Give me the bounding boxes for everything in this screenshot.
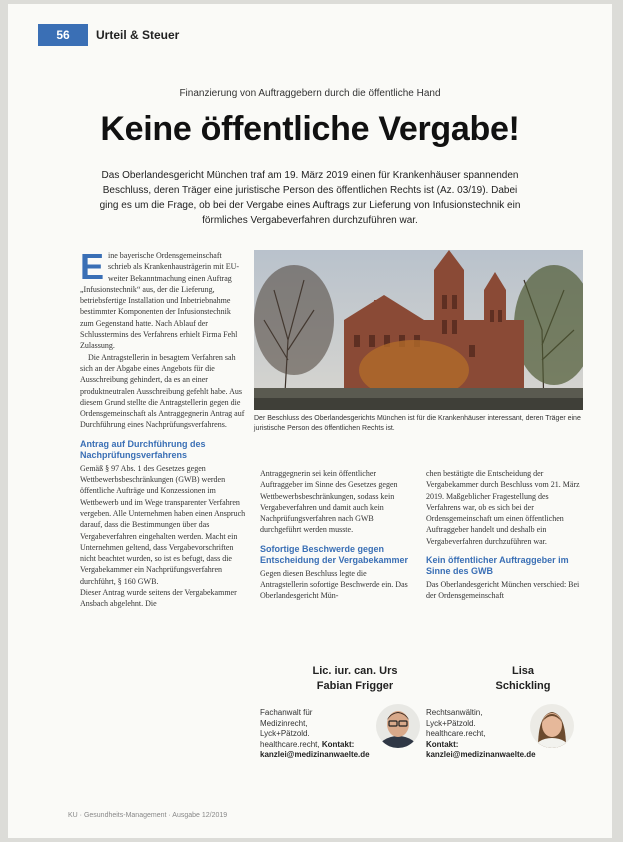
author-2-name-line2: Schickling bbox=[495, 680, 551, 692]
author-1-bio4: healthcare.recht, bbox=[260, 739, 320, 749]
author-1-bio2: Medizinrecht, bbox=[260, 718, 308, 728]
col1-paragraph-2: Die Antragstellerin in besagtem Verfahren sah sich an der Abgabe eines Angebots für die Ausschreibung gehindert, da es an einer produktneutralen Ausschreibung gefehlt habe. Aus diesem Grund stellte die Antragstellerin gegen die Ordensgemeinschaft als Antraggegnerin Antrag auf Durchführung eines Nachprüfungsverfahrens. bbox=[80, 352, 245, 430]
author-2-name-line1: Lisa bbox=[511, 665, 534, 677]
col2-heading: Sofortige Beschwerde gegen Entscheidung der Vergabekammer bbox=[260, 543, 409, 565]
page-number: 56 bbox=[38, 24, 88, 46]
author-1-bio3: Lyck+Pätzold. bbox=[260, 729, 310, 738]
author-1-email-link[interactable]: kanzlei@medizinanwaelte.de bbox=[260, 750, 370, 759]
column-1 bbox=[80, 246, 246, 610]
col3-paragraph-1: chen bestätigte die Entscheidung der Vergabekammer durch Beschluss vom 21. März 2019. Maßgeblicher Fragestellung des Verfahrens war, ob es sich bei der Ordensgemeinschaft um einen öffentlichen Auftraggeber handelt und deshalb ein Vergabeverfahren durchzuführen war. bbox=[426, 469, 580, 546]
page-footer: KU · Gesundheits-Management · Ausgabe 12/2019 bbox=[68, 812, 228, 819]
building-photo bbox=[254, 250, 583, 410]
author-2-contact-label: Kontakt: bbox=[426, 739, 459, 749]
author-1-name-line2: Fabian Frigger bbox=[316, 680, 394, 692]
col3-paragraph-2: Das Oberlandesgericht München verschied: Bei der Ordensgemeinschaft bbox=[426, 580, 580, 601]
col3-heading: Kein öffentlicher Auftraggeber im Sinne des GWB bbox=[426, 555, 569, 577]
article-subtitle: Finanzierung von Auftraggebern durch die öffentliche Hand bbox=[179, 88, 441, 99]
column-3 bbox=[426, 468, 584, 602]
author-1-contact-label: Kontakt: bbox=[321, 739, 355, 749]
author-2-email-link[interactable]: kanzlei@medizinanwaelte.de bbox=[426, 750, 536, 759]
author-1-name-line1: Lic. iur. can. Urs bbox=[312, 665, 398, 677]
photo-caption: Der Beschluss des Oberlandesgerichts München ist für die Krankenhäuser interessant, deren Träger eine juristische Person des öffentlichen Rechts ist. bbox=[254, 415, 581, 432]
section-title: Urteil & Steuer bbox=[96, 28, 180, 42]
column-2 bbox=[260, 468, 415, 602]
col2-paragraph-2: Gegen diesen Beschluss legte die Antragstellerin sofortige Beschwerde ein. Das Oberlandesgericht Mün- bbox=[260, 568, 408, 601]
author-2-bio3: healthcare.recht, bbox=[426, 729, 486, 738]
article-lead: Das Oberlandesgericht München traf am 19. März 2019 einen für Krankenhäuser spannenden Beschluss, deren Träger eine juristische Person des öffentlichen Rechts ist (Az. 03/19). Dabei ging es um die Frage, ob bei der Vergabe eines Auftrags zur Lieferung von Infusionstechnik ein förmliches Vergabeverfahren durchzuführen war. bbox=[99, 170, 521, 226]
avatar-female-icon bbox=[530, 704, 574, 748]
article-title: Keine öffentliche Vergabe! bbox=[100, 110, 520, 148]
author-2-name bbox=[468, 664, 578, 694]
photo-building-icon bbox=[254, 250, 583, 410]
magazine-page bbox=[8, 4, 612, 838]
author-1-bio1: Fachanwalt für bbox=[260, 708, 313, 717]
author-2-bio1: Rechtsanwältin, bbox=[426, 708, 483, 717]
col1-paragraph-4: Dieser Antrag wurde seitens der Vergabekammer Ansbach abgelehnt. Die bbox=[80, 588, 237, 609]
col1-heading: Antrag auf Durchführung des Nachprüfungsverfahrens bbox=[80, 438, 206, 460]
drop-cap: E bbox=[80, 246, 105, 287]
col2-paragraph-1: Antraggegnerin sei kein öffentlicher Auftraggeber im Sinne des Gesetzes gegen Wettbewerbsbeschränkungen, sodass kein Vergabeverfahren und damit auch kein Nachprüfungsverfahren nach GWB durchgeführt werden musste. bbox=[260, 469, 398, 535]
author-1-name bbox=[280, 664, 430, 694]
avatar-male-icon bbox=[376, 704, 420, 748]
author-2-bio2: Lyck+Pätzold. bbox=[426, 718, 476, 728]
col1-paragraph-3: Gemäß § 97 Abs. 1 des Gesetzes gegen Wettbewerbsbeschränkungen (GWB) werden öffentliche Aufträge und Konzessionen im Wettbewerb und im Wege transparenter Verfahren vergeben. Alle Unternehmen haben einen Anspruch darauf, dass die Bestimmungen über das Vergabeverfahren eingehalten werden. Macht ein Unternehmen geltend, dass Vergabevorschriften nicht beachtet wurden, so ist es befugt, dass die Vergabekammer ein Nachprüfungsverfahren durchführt, § 160 GWB. bbox=[80, 463, 246, 586]
page-header bbox=[38, 24, 179, 46]
col1-paragraph-1: ine bayerische Ordensgemeinschaft schrieb als Krankenhausträgerin mit EU-weiter Bekanntmachung einen Auftrag „Infusionstechnik“ aus, der die Lieferung, betriebsfertige Installation und Inbetriebnahme bestimmter Komponenten der Infusionstechnik zum Gegenstand hatte. Nach Ablauf der Schlusstermins des Verfahrens erhielt Firma Fehl Zulassung. bbox=[80, 251, 240, 351]
